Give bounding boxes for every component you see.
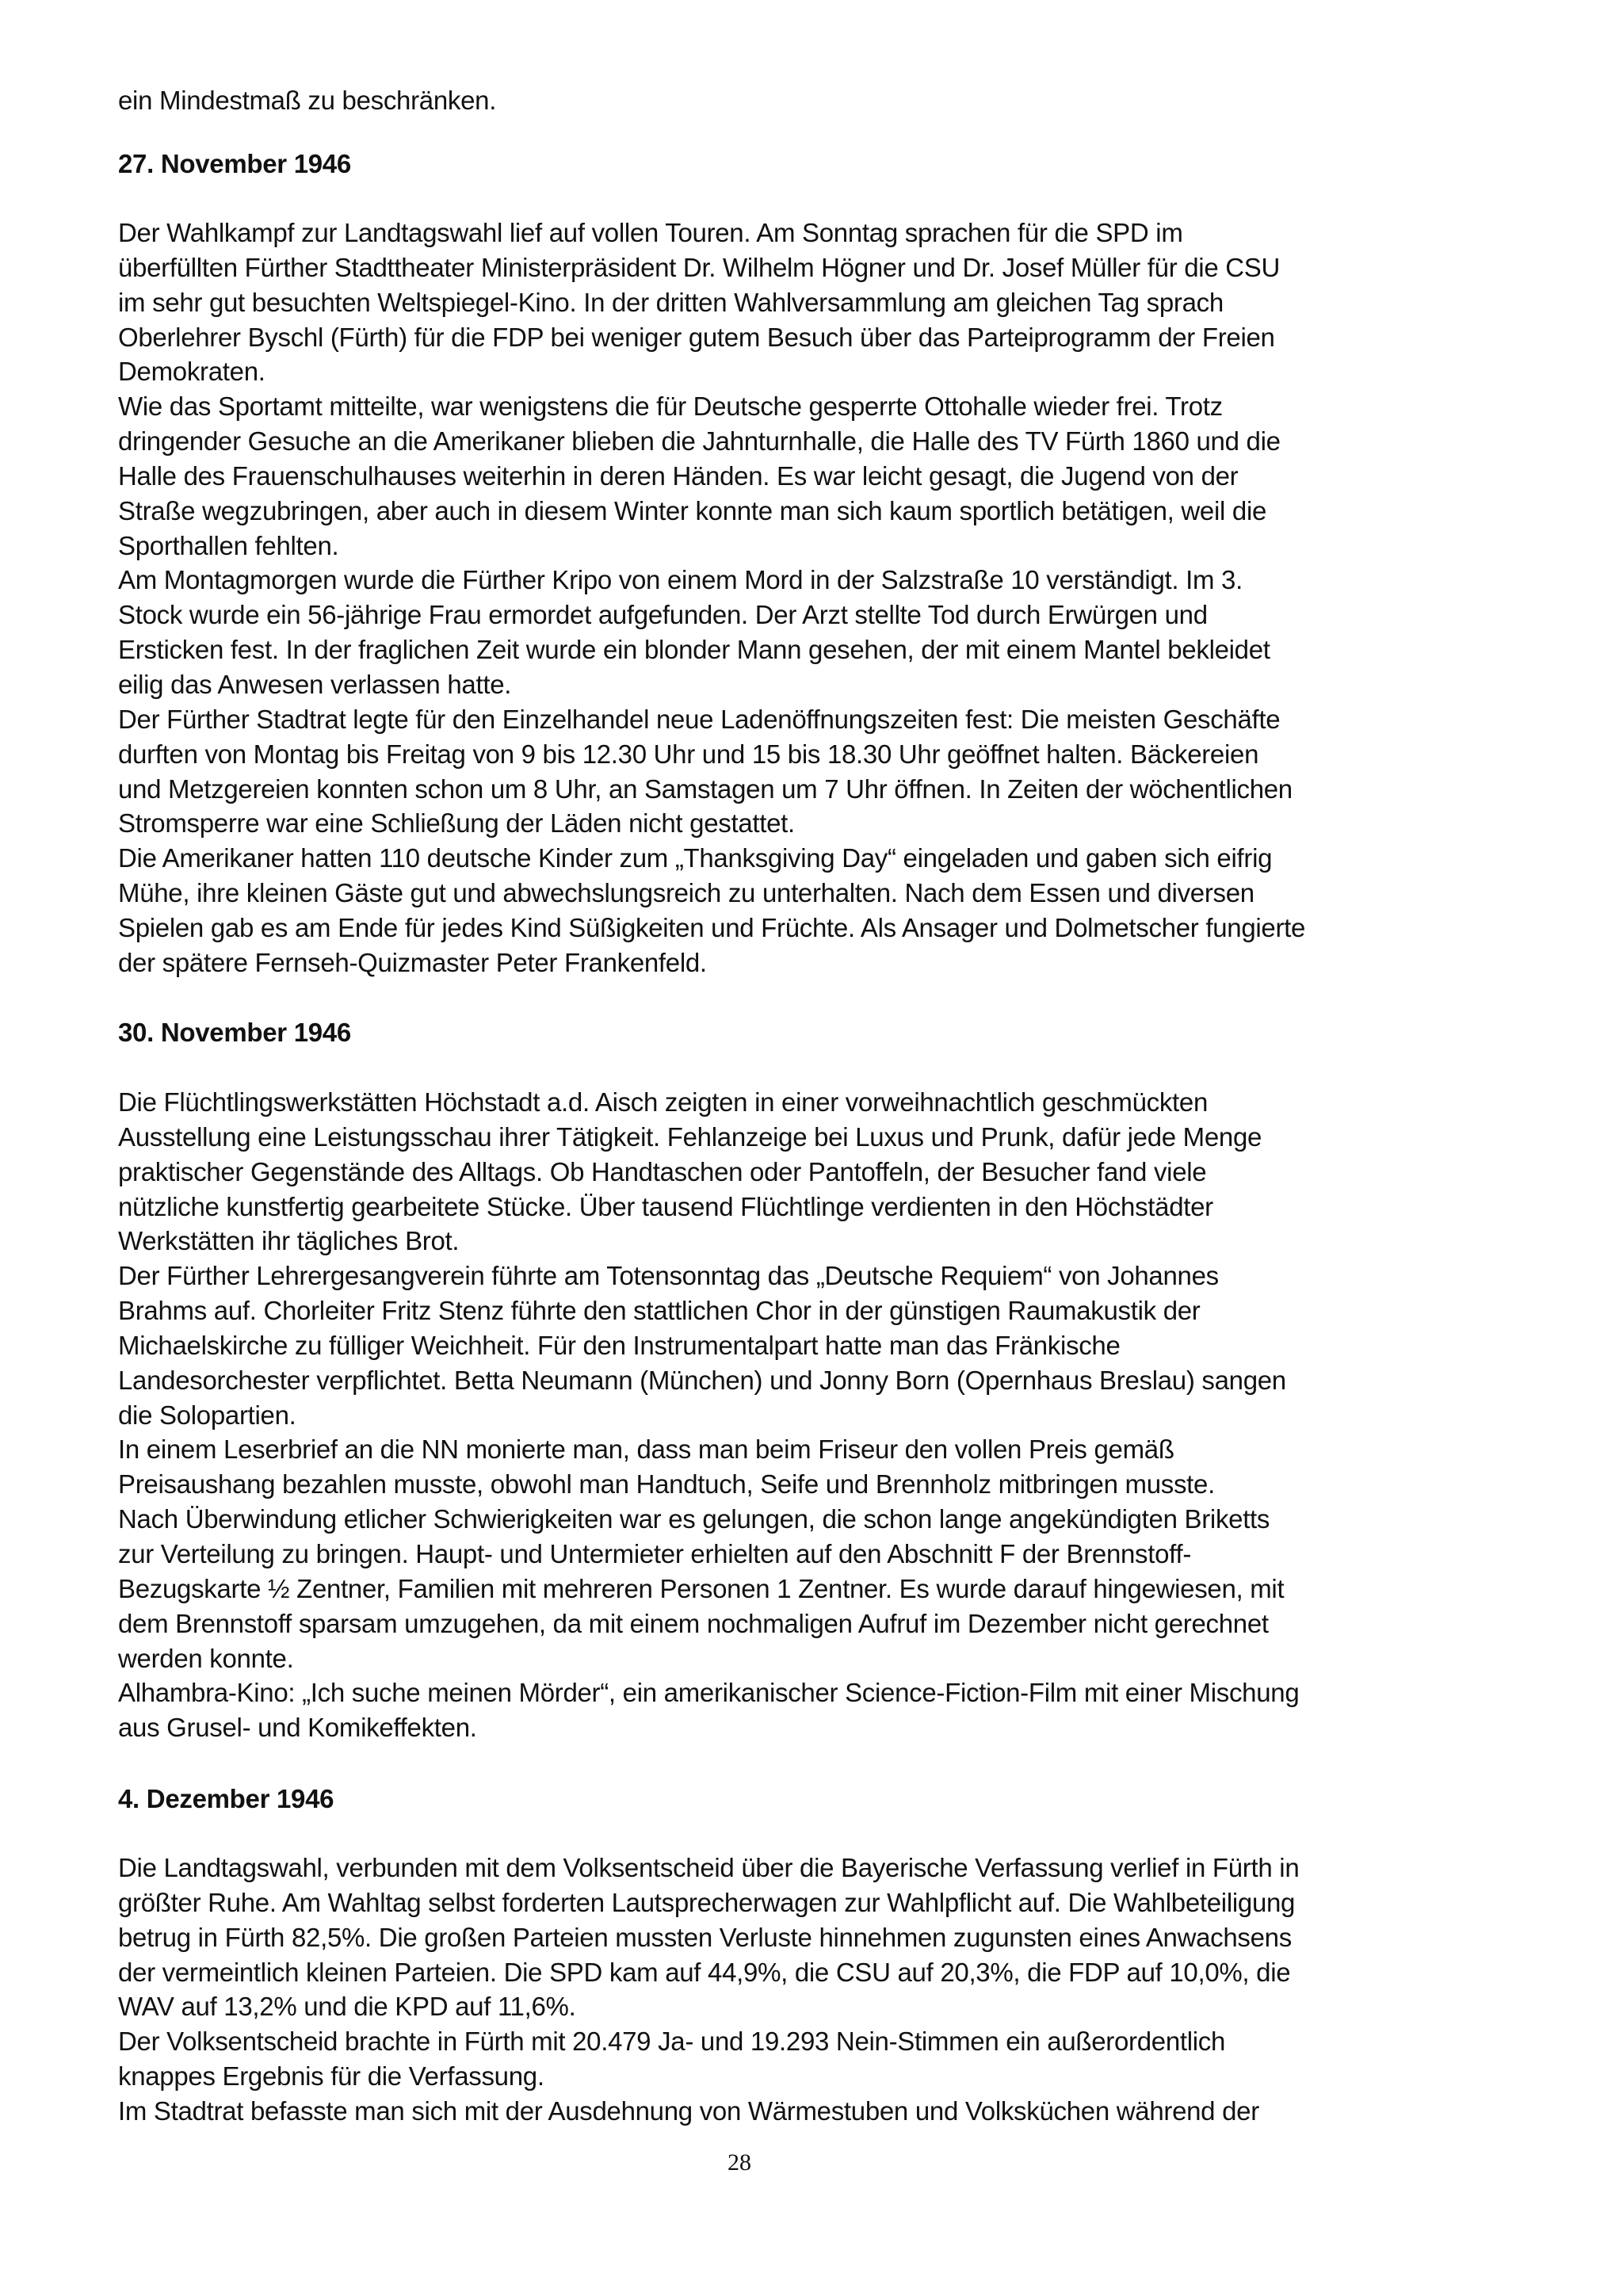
text-line: dem Brennstoff sparsam umzugehen, da mit einem nochmaligen Aufruf im Dezember nicht gerechnet (118, 1608, 1269, 1638)
text-line: Der Volksentscheid brachte in Fürth mit 20.479 Ja- und 19.293 Nein-Stimmen ein außerordentlich (118, 2027, 1226, 2057)
text-line: Die Flüchtlingswerkstätten Höchstadt a.d. Aisch zeigten in einer vorweihnachtlich geschmückten (118, 1087, 1209, 1117)
text-line: und Metzgereien konnten schon um 8 Uhr, an Samstagen um 7 Uhr öffnen. In Zeiten der wöchentlichen (118, 774, 1293, 804)
text-line: Die Amerikaner hatten 110 deutsche Kinder zum „Thanksgiving Day“ eingeladen und gaben sich eifrig (118, 843, 1273, 873)
text-line: ein Mindestmaß zu beschränken. (118, 86, 497, 115)
text-line: überfüllten Fürther Stadttheater Ministerpräsident Dr. Wilhelm Högner und Dr. Josef Müller für die CSU (118, 252, 1281, 282)
text-line: Alhambra-Kino: „Ich suche meinen Mörder“, ein amerikanischer Science-Fiction-Film mit einer Mischung (118, 1678, 1300, 1708)
text-line: durften von Montag bis Freitag von 9 bis 12.30 Uhr und 15 bis 18.30 Uhr geöffnet halten. Bäckereien (118, 739, 1259, 769)
section-heading: 4. Dezember 1946 (118, 1784, 334, 1813)
section-body (118, 216, 1305, 980)
text-line: Mühe, ihre kleinen Gäste gut und abwechslungsreich zu unterhalten. Nach dem Essen und diversen (118, 878, 1254, 908)
text-line: Oberlehrer Byschl (Fürth) für die FDP bei weniger gutem Besuch über das Parteiprogramm der Freien (118, 322, 1275, 352)
text-line: Stromsperre war eine Schließung der Läden nicht gestattet. (118, 808, 795, 839)
text-line: Ausstellung eine Leistungsschau ihrer Tätigkeit. Fehlanzeige bei Luxus und Prunk, dafür jede Menge (118, 1121, 1262, 1152)
text-line: Am Montagmorgen wurde die Fürther Kripo von einem Mord in der Salzstraße 10 verständigt. Im 3. (118, 565, 1243, 595)
text-line: Bezugskarte ½ Zentner, Familien mit mehreren Personen 1 Zentner. Es wurde darauf hingewiesen, mit (118, 1573, 1285, 1603)
text-line: Halle des Frauenschulhauses weiterhin in deren Händen. Es war leicht gesagt, die Jugend von der (118, 460, 1239, 491)
text-line: zur Verteilung zu bringen. Haupt- und Untermieter erhielten auf den Abschnitt F der Brennstoff- (118, 1538, 1192, 1568)
page-number: 28 (727, 2149, 751, 2176)
text-line: knappes Ergebnis für die Verfassung. (118, 2061, 544, 2092)
text-line: Straße wegzubringen, aber auch in diesem Winter konnte man sich kaum sportlich betätigen, weil die (118, 495, 1267, 525)
text-line: betrug in Fürth 82,5%. Die großen Parteien mussten Verluste hinnehmen zugunsten eines Anwachsens (118, 1922, 1292, 1952)
text-line: im sehr gut besuchten Weltspiegel-Kino. In der dritten Wahlversammlung am gleichen Tag sprach (118, 287, 1224, 317)
text-line: WAV auf 13,2% und die KPD auf 11,6%. (118, 1992, 576, 2022)
text-line: Werkstätten ihr tägliches Brot. (118, 1226, 460, 1256)
text-line: Der Fürther Lehrergesangverein führte am Totensonntag das „Deutsche Requiem“ von Johannes (118, 1261, 1219, 1291)
section-heading: 30. November 1946 (118, 1018, 351, 1047)
text-line: Brahms auf. Chorleiter Fritz Stenz führte den stattlichen Chor in der günstigen Raumakustik der (118, 1296, 1201, 1326)
section-body (118, 1085, 1299, 1745)
text-line: Ersticken fest. In der fraglichen Zeit wurde ein blonder Mann gesehen, der mit einem Mantel bekleidet (118, 635, 1270, 665)
text-line: Die Landtagswahl, verbunden mit dem Volksentscheid über die Bayerische Verfassung verlief in Fürth in (118, 1853, 1300, 1882)
text-line: Spielen gab es am Ende für jedes Kind Süßigkeiten und Früchte. Als Ansager und Dolmetscher fungierte (118, 912, 1306, 942)
text-line: Der Wahlkampf zur Landtagswahl lief auf vollen Touren. Am Sonntag sprachen für die SPD im (118, 218, 1183, 247)
section-heading: 27. November 1946 (118, 149, 351, 178)
text-line: dringender Gesuche an die Amerikaner blieben die Jahnturnhalle, die Halle des TV Fürth 1860 und die (118, 426, 1281, 457)
continued-text (118, 83, 496, 118)
text-line: In einem Leserbrief an die NN monierte man, dass man beim Friseur den vollen Preis gemäß (118, 1435, 1174, 1465)
text-line: Preisaushang bezahlen musste, obwohl man Handtuch, Seife und Brennholz mitbringen musste. (118, 1469, 1215, 1499)
text-line: Landesorchester verpflichtet. Betta Neumann (München) und Jonny Born (Opernhaus Breslau) sangen (118, 1365, 1286, 1395)
text-line: praktischer Gegenstände des Alltags. Ob Handtaschen oder Pantoffeln, der Besucher fand viele (118, 1156, 1207, 1186)
text-line: die Solopartien. (118, 1400, 296, 1430)
text-line: Im Stadtrat befasste man sich mit der Ausdehnung von Wärmestuben und Volksküchen während der (118, 2095, 1259, 2126)
text-line: Stock wurde ein 56-jährige Frau ermordet aufgefunden. Der Arzt stellte Tod durch Erwürgen und (118, 600, 1208, 630)
text-line: Der Fürther Stadtrat legte für den Einzelhandel neue Ladenöffnungszeiten fest: Die meisten Geschäfte (118, 704, 1281, 734)
text-line: eilig das Anwesen verlassen hatte. (118, 669, 512, 699)
text-line: Sporthallen fehlten. (118, 530, 339, 560)
text-line: der spätere Fernseh-Quizmaster Peter Frankenfeld. (118, 947, 707, 977)
text-line: größter Ruhe. Am Wahltag selbst forderten Lautsprecherwagen zur Wahlpflicht auf. Die Wahlbeteiligung (118, 1887, 1296, 1917)
text-line: Wie das Sportamt mitteilte, war wenigstens die für Deutsche gesperrte Ottohalle wieder frei. Trotz (118, 392, 1223, 422)
text-line: Michaelskirche zu fülliger Weichheit. Für den Instrumentalpart hatte man das Fränkische (118, 1330, 1121, 1360)
text-line: nützliche kunstfertig gearbeitete Stücke. Über tausend Flüchtlinge verdienten in den Höchstädter (118, 1191, 1213, 1221)
text-line: Demokraten. (118, 357, 265, 387)
text-line: aus Grusel- und Komikeffekten. (118, 1713, 477, 1743)
section-body (118, 1851, 1299, 2129)
text-line: der vermeintlich kleinen Parteien. Die SPD kam auf 44,9%, die CSU auf 20,3%, die FDP auf 10,0%, die (118, 1957, 1291, 1987)
text-line: Nach Überwindung etlicher Schwierigkeiten war es gelungen, die schon lange angekündigten Briketts (118, 1504, 1270, 1534)
text-line: werden konnte. (118, 1643, 294, 1673)
